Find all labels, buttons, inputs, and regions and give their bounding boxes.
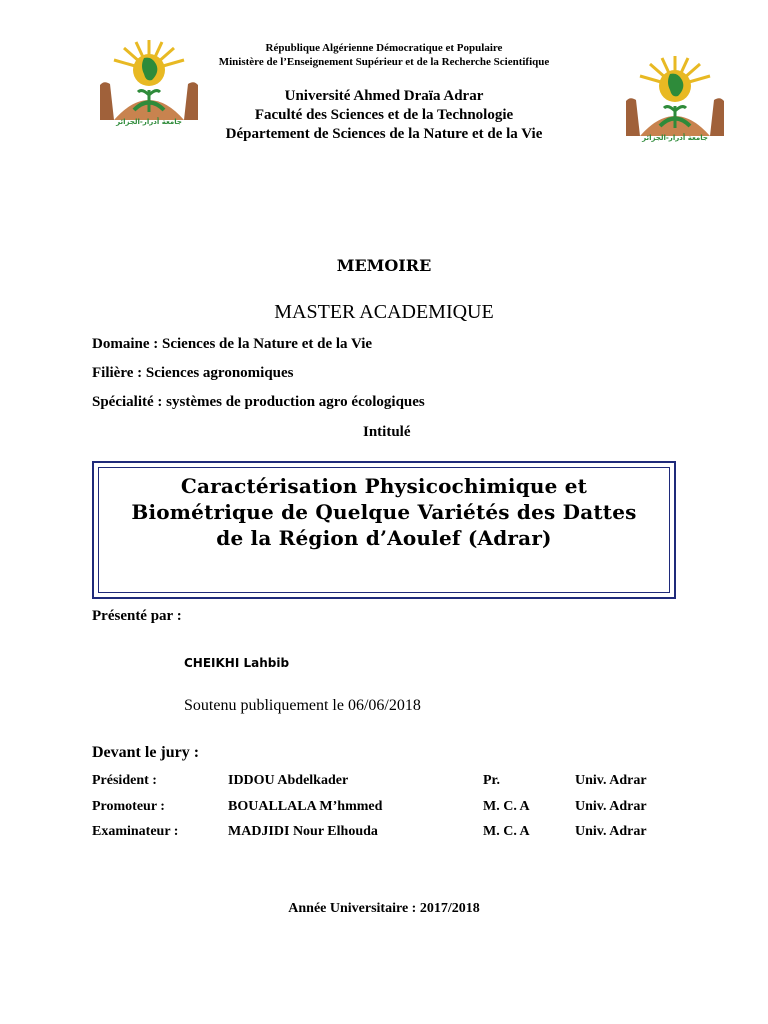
defense-date: Soutenu publiquement le 06/06/2018	[184, 697, 421, 714]
jury-role: Président :	[92, 773, 157, 788]
jury-grade: Pr.	[483, 773, 500, 788]
thesis-title-line: de la Région d’Aoulef (Adrar)	[216, 526, 552, 550]
university-logo-left	[94, 40, 204, 130]
thesis-title-frame	[92, 461, 676, 599]
jury-row	[92, 773, 692, 793]
jury-univ: Univ. Adrar	[575, 824, 647, 839]
jury-role: Examinateur :	[92, 824, 179, 839]
doc-type: MEMOIRE	[336, 256, 432, 275]
jury-role: Promoteur :	[92, 799, 165, 814]
logo-caption: جامعة أدرار-الجزائر	[642, 134, 708, 142]
university-name: Université Ahmed Draïa Adrar	[284, 88, 484, 104]
presented-by-label: Présenté par :	[92, 608, 182, 624]
intitule-label: Intitulé	[363, 424, 411, 440]
faculty-name: Faculté des Sciences et de la Technologie	[254, 107, 514, 123]
logo-caption: جامعة أدرار-الجزائر	[116, 118, 182, 126]
ministry-line: Ministère de l’Enseignement Supérieur et de la Recherche Scientifique	[218, 56, 550, 68]
jury-univ: Univ. Adrar	[575, 799, 647, 814]
jury-name: BOUALLALA M’hmmed	[228, 799, 383, 814]
thesis-title	[94, 473, 674, 551]
jury-name: IDDOU Abdelkader	[228, 773, 349, 788]
degree-level: MASTER ACADEMIQUE	[274, 301, 494, 323]
domaine-field: Domaine : Sciences de la Nature et de la Vie	[92, 336, 373, 352]
jury-label: Devant le jury :	[92, 744, 200, 761]
republic-line: République Algérienne Démocratique et Populaire	[265, 42, 503, 54]
jury-grade: M. C. A	[483, 799, 530, 814]
jury-row	[92, 799, 692, 819]
jury-name: MADJIDI Nour Elhouda	[228, 824, 378, 839]
academic-year: Année Universitaire : 2017/2018	[288, 901, 480, 916]
author-name: CHEIKHI Lahbib	[184, 656, 290, 670]
jury-univ: Univ. Adrar	[575, 773, 647, 788]
filiere-field: Filière : Sciences agronomiques	[92, 365, 294, 381]
university-logo-right	[620, 56, 730, 146]
jury-grade: M. C. A	[483, 824, 530, 839]
department-name: Département de Sciences de la Nature et de la Vie	[225, 126, 543, 142]
thesis-title-line: Caractérisation Physicochimique et	[180, 474, 588, 498]
thesis-title-line: Biométrique de Quelque Variétés des Dattes	[131, 500, 637, 524]
jury-row	[92, 824, 692, 844]
specialite-field: Spécialité : systèmes de production agro écologiques	[92, 394, 425, 410]
